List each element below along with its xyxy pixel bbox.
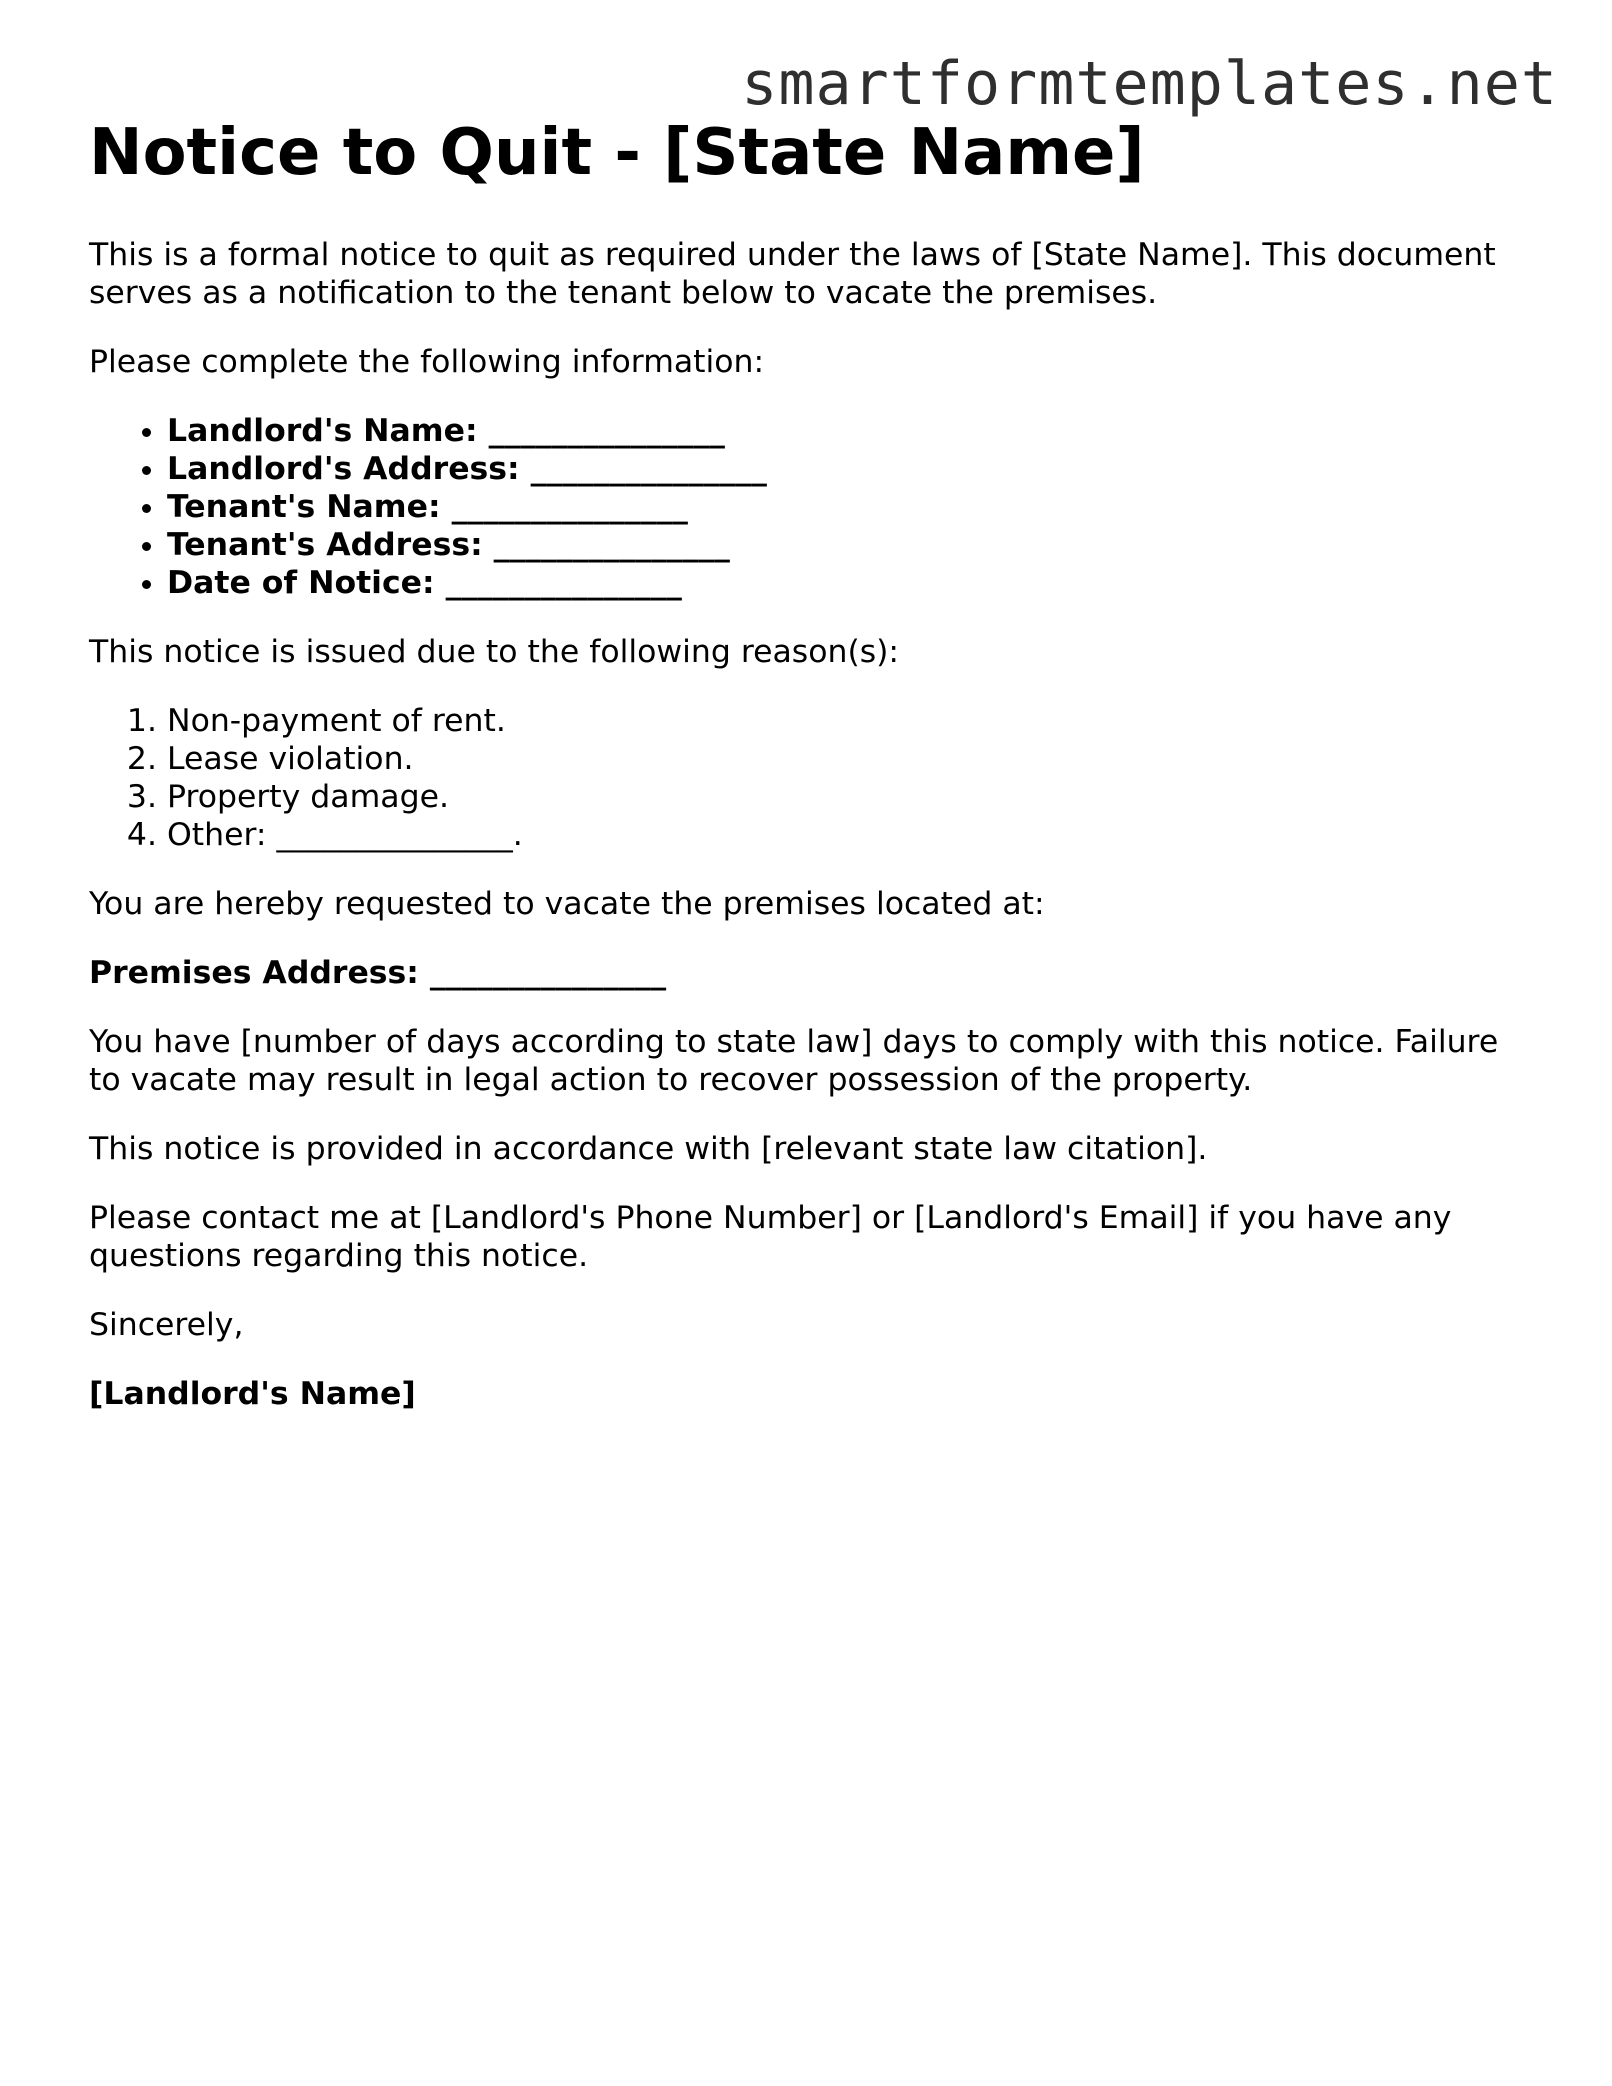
field-label: Premises Address: — [89, 955, 419, 991]
list-item: 1. Non-payment of rent. — [167, 702, 1529, 740]
comply-paragraph: You have [number of days according to state law] days to comply with this notice. Failure to vacate may result in legal action to recover possession of the property. — [89, 1024, 1499, 1098]
contact-paragraph: Please contact me at [Landlord's Phone Number] or [Landlord's Email] if you have any questions regarding this notice. — [89, 1200, 1452, 1274]
list-item: 3. Property damage. — [167, 778, 1529, 816]
info-field-list — [89, 412, 1529, 602]
list-item: 4. Other: _______________. — [167, 816, 1529, 854]
reasons-prompt: This notice is issued due to the following reason(s): — [89, 634, 900, 670]
list-item: 2. Lease violation. — [167, 740, 1529, 778]
page-title: Notice to Quit - [State Name] — [89, 116, 1145, 190]
field-label: Date of Notice: — [167, 565, 435, 601]
list-item — [167, 412, 1529, 450]
info-prompt: Please complete the following information: — [89, 344, 765, 380]
field-label: Tenant's Address: — [167, 527, 483, 563]
reasons-list — [89, 702, 1529, 854]
fill-in-blank: _______________ — [451, 489, 688, 525]
fill-in-blank: _______________ — [493, 527, 730, 563]
closing: Sincerely, — [89, 1307, 244, 1343]
fill-in-blank: _______________ — [488, 413, 725, 449]
document-page — [89, 112, 1529, 1413]
list-item — [167, 526, 1529, 564]
list-item — [167, 450, 1529, 488]
intro-paragraph: This is a formal notice to quit as required under the laws of [State Name]. This document serves as a notification to the tenant below to vacate the premises. — [89, 237, 1496, 311]
premises-address-line — [89, 954, 1529, 992]
vacate-prompt: You are hereby requested to vacate the premises located at: — [89, 886, 1045, 922]
fill-in-blank: _______________ — [445, 565, 682, 601]
field-label: Landlord's Address: — [167, 451, 520, 487]
list-item — [167, 564, 1529, 602]
field-label: Tenant's Name: — [167, 489, 441, 525]
fill-in-blank: _______________ — [429, 955, 667, 991]
watermark: smartformtemplates.net — [741, 49, 1558, 119]
fill-in-blank: _______________ — [530, 451, 767, 487]
law-citation-paragraph: This notice is provided in accordance with [relevant state law citation]. — [89, 1131, 1208, 1167]
signature-name: [Landlord's Name] — [89, 1376, 416, 1412]
list-item — [167, 488, 1529, 526]
field-label: Landlord's Name: — [167, 413, 478, 449]
